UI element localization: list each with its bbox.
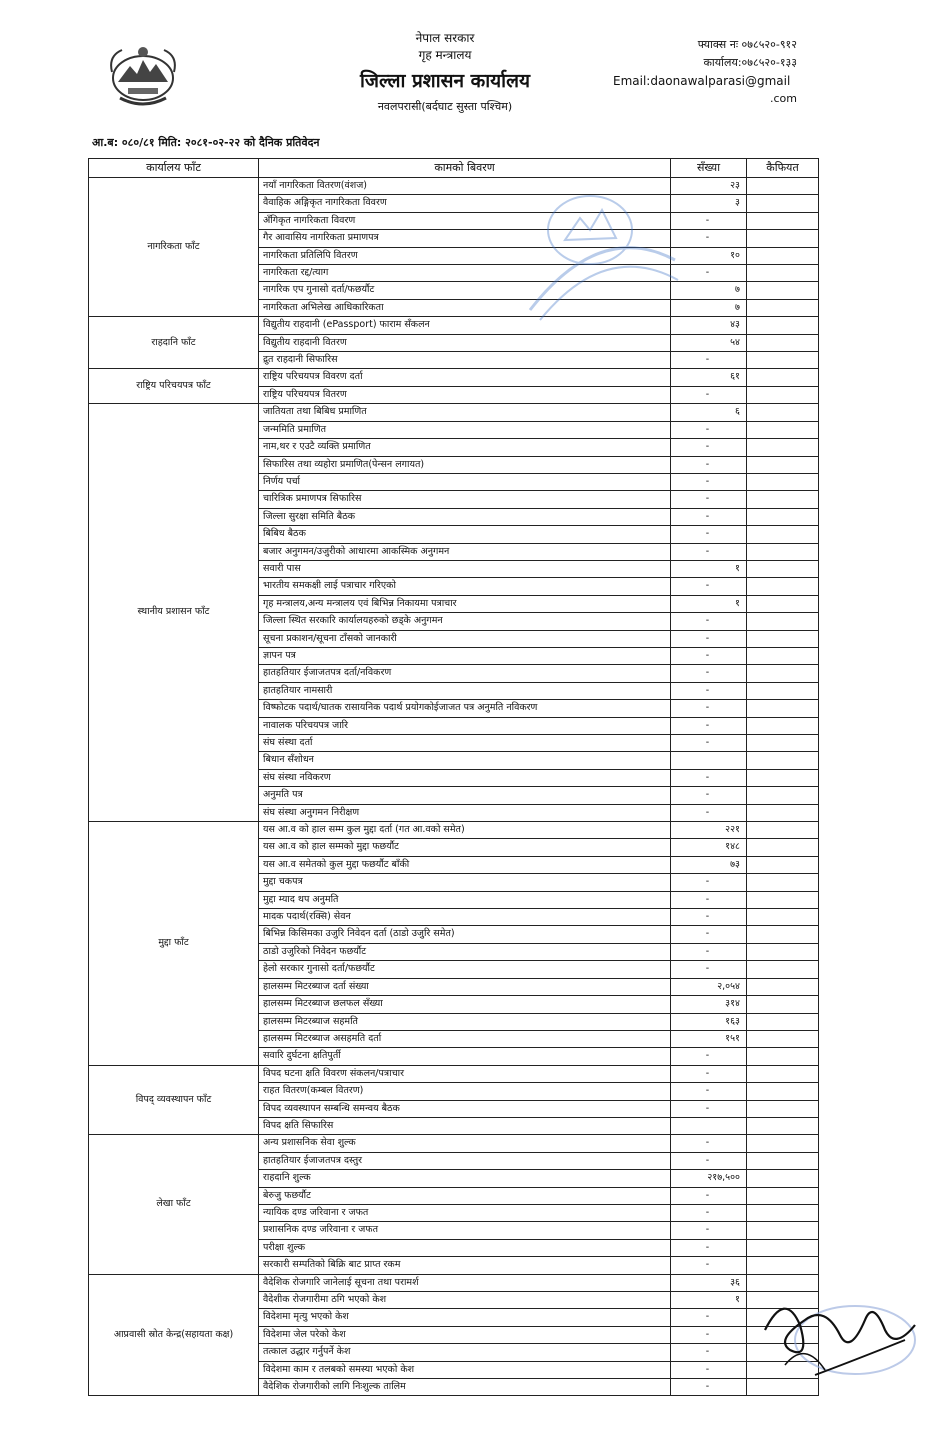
section-name: आप्रवासी स्रोत केन्द्र(सहायता कक्ष) [89, 1274, 259, 1396]
table-body [89, 178, 819, 1396]
remarks-cell [747, 1013, 819, 1030]
work-description: हालसम्म मिटरब्याज छलफल सँख्या [259, 996, 671, 1013]
remarks-cell [747, 787, 819, 804]
table-row [89, 369, 819, 386]
count-cell: - [671, 439, 747, 456]
work-description: विष्फोटक पदार्थ/घातक रासायनिक पदार्थ प्रयोगकोईजाजत पत्र अनुमति नविकरण [259, 700, 671, 717]
count-cell: - [671, 1065, 747, 1082]
fax-number: फ्याक्स नः ०७८५२०-९१२ [697, 38, 797, 51]
work-description: जातियता तथा बिबिध प्रमाणित [259, 404, 671, 421]
work-description: हातहतियार नामसारी [259, 682, 671, 699]
count-cell: २१७,५०० [671, 1170, 747, 1187]
remarks-cell [747, 682, 819, 699]
count-cell: ७ [671, 299, 747, 316]
signature-icon [745, 1280, 930, 1390]
count-cell: - [671, 352, 747, 369]
remarks-cell [747, 1065, 819, 1082]
contact-block [605, 36, 797, 108]
work-description: न्यायिक दण्ड जरिवाना र जफत [259, 1204, 671, 1221]
work-description: सिफारिस तथा व्यहोरा प्रमाणित(पेन्सन लगायत) [259, 456, 671, 473]
work-description: जिल्ला स्थित सरकारि कार्यालयहरुको छड्के अनुगमन [259, 613, 671, 630]
count-cell: - [671, 508, 747, 525]
remarks-cell [747, 874, 819, 891]
count-cell: - [671, 1344, 747, 1361]
work-description: यस आ.व समेतको कुल मुद्दा फछर्यौट बाँकी [259, 856, 671, 873]
count-cell: ७ [671, 282, 747, 299]
remarks-cell [747, 665, 819, 682]
remarks-cell [747, 700, 819, 717]
work-description: विपद व्यवस्थापन सम्बन्धि समन्वय बैठक [259, 1100, 671, 1117]
remarks-cell [747, 996, 819, 1013]
count-cell: ३ [671, 195, 747, 212]
work-description: बिधान सँशोधन [259, 752, 671, 769]
work-description: बेरुजु फछर्यौट [259, 1187, 671, 1204]
section-name: लेखा फाँट [89, 1135, 259, 1274]
letterhead [300, 30, 590, 116]
work-description: नाम,थर र एउटै व्यक्ति प्रमाणित [259, 439, 671, 456]
work-description: बिभिन्न किसिमका उजुरि निवेदन दर्ता (ठाडो उजुरि समेत) [259, 926, 671, 943]
count-cell: - [671, 1204, 747, 1221]
count-cell: - [671, 1239, 747, 1256]
count-cell: - [671, 804, 747, 821]
count-cell: - [671, 891, 747, 908]
section-name: राष्ट्रिय परिचयपत्र फाँट [89, 369, 259, 404]
remarks-cell [747, 195, 819, 212]
count-cell: - [671, 1083, 747, 1100]
work-description: वैदेशिक रोजगारि जानेलाई सूचना तथा परामर्श [259, 1274, 671, 1291]
email-address: Email:daonawalparasi@gmail [613, 74, 791, 88]
work-description: द्रुत राहदानी सिफारिस [259, 352, 671, 369]
count-cell: १ [671, 595, 747, 612]
count-cell: - [671, 526, 747, 543]
ministry-name: गृह मन्त्रालय [418, 48, 472, 62]
count-cell: - [671, 700, 747, 717]
count-cell: - [671, 717, 747, 734]
work-description: विपद क्षति सिफारिस [259, 1117, 671, 1134]
section-name: मुद्दा फाँट [89, 822, 259, 1066]
report-subtitle: आ.ब: ०८०/८१ मिति: २०८१-०२-२२ को दैनिक प्रतिवेदन [92, 136, 320, 149]
remarks-cell [747, 421, 819, 438]
count-cell: - [671, 787, 747, 804]
remarks-cell [747, 473, 819, 490]
remarks-cell [747, 891, 819, 908]
work-description: संघ संस्था अनुगमन निरीक्षण [259, 804, 671, 821]
count-cell: - [671, 386, 747, 403]
work-description: हातहतियार ईजाजतपत्र दस्तुर [259, 1152, 671, 1169]
remarks-cell [747, 491, 819, 508]
remarks-cell [747, 961, 819, 978]
table-header-row [89, 159, 819, 178]
count-cell: ७३ [671, 856, 747, 873]
remarks-cell [747, 1117, 819, 1134]
work-description: सवारि दुर्घटना क्षतिपुर्ती [259, 1048, 671, 1065]
count-cell: - [671, 1379, 747, 1396]
remarks-cell [747, 1100, 819, 1117]
remarks-cell [747, 926, 819, 943]
work-description: गृह मन्त्रालय,अन्य मन्त्रालय एवं बिभिन्न निकायमा पत्राचार [259, 595, 671, 612]
count-cell: ६ [671, 404, 747, 421]
count-cell: - [671, 769, 747, 786]
remarks-cell [747, 317, 819, 334]
count-cell: १६३ [671, 1013, 747, 1030]
remarks-cell [747, 804, 819, 821]
count-cell: - [671, 647, 747, 664]
work-description: नागरिक एप गुनासो दर्ता/फछर्यौट [259, 282, 671, 299]
remarks-cell [747, 1152, 819, 1169]
work-description: हालसम्म मिटरब्याज दर्ता संख्या [259, 978, 671, 995]
remarks-cell [747, 230, 819, 247]
count-cell [671, 1117, 747, 1134]
remarks-cell [747, 212, 819, 229]
work-description: राहदानि शुल्क [259, 1170, 671, 1187]
remarks-cell [747, 560, 819, 577]
work-description: विदेशमा काम र तलबको समस्या भएको केश [259, 1361, 671, 1378]
work-description: गैर आवासिय नागरिकता प्रमाणपत्र [259, 230, 671, 247]
count-cell: १५१ [671, 1030, 747, 1047]
table-row [89, 1135, 819, 1152]
remarks-cell [747, 1083, 819, 1100]
work-description: ज्ञापन पत्र [259, 647, 671, 664]
count-cell: १ [671, 560, 747, 577]
work-description: प्रशासनिक दण्ड जरिवाना र जफत [259, 1222, 671, 1239]
count-cell: - [671, 230, 747, 247]
work-description: अन्य प्रशासनिक सेवा शुल्क [259, 1135, 671, 1152]
remarks-cell [747, 1135, 819, 1152]
work-description: भारतीय समकक्षी लाई पत्राचार गरिएको [259, 578, 671, 595]
work-description: यस आ.व को हाल सम्म कुल मुद्दा दर्ता (गत आ.वको समेत) [259, 822, 671, 839]
table-row [89, 1065, 819, 1082]
work-description: विदेशमा मृत्यु भएको केश [259, 1309, 671, 1326]
work-description: चारित्रिक प्रमाणपत्र सिफारिस [259, 491, 671, 508]
count-cell: - [671, 1309, 747, 1326]
nepal-emblem-icon [104, 42, 182, 112]
remarks-cell [747, 1204, 819, 1221]
work-description: अँगिकृत नागरिकता विवरण [259, 212, 671, 229]
count-cell: - [671, 682, 747, 699]
remarks-cell [747, 352, 819, 369]
count-cell: - [671, 1326, 747, 1343]
count-cell: - [671, 909, 747, 926]
count-cell: - [671, 735, 747, 752]
count-cell: - [671, 456, 747, 473]
remarks-cell [747, 439, 819, 456]
remarks-cell [747, 595, 819, 612]
work-description: हातहतियार ईजाजतपत्र दर्ता/नविकरण [259, 665, 671, 682]
count-cell: - [671, 1100, 747, 1117]
work-description: वैदेशिक रोजगारीको लागि निःशुल्क तालिम [259, 1379, 671, 1396]
work-description: यस आ.व को हाल सम्मको मुद्दा फछर्यौट [259, 839, 671, 856]
count-cell: - [671, 1187, 747, 1204]
count-cell: ३१४ [671, 996, 747, 1013]
count-cell: - [671, 613, 747, 630]
remarks-cell [747, 1239, 819, 1256]
section-name: नागरिकता फाँट [89, 178, 259, 317]
remarks-cell [747, 856, 819, 873]
work-description: नयाँ नागरिकता वितरण(वंशज) [259, 178, 671, 195]
work-description: वैवाहिक अङ्गिकृत नागरिकता विवरण [259, 195, 671, 212]
work-description: मादक पदार्थ(रक्सि) सेवन [259, 909, 671, 926]
remarks-cell [747, 1187, 819, 1204]
count-cell: - [671, 578, 747, 595]
column-header-count: सँख्या [671, 159, 747, 178]
remarks-cell [747, 909, 819, 926]
work-description: विदेशमा जेल परेको केश [259, 1326, 671, 1343]
work-description: मुद्दा चकपत्र [259, 874, 671, 891]
table-row [89, 317, 819, 334]
column-header-description: कामको बिवरण [259, 159, 671, 178]
work-description: जन्ममिति प्रमाणित [259, 421, 671, 438]
section-name: विपद् व्यवस्थापन फाँट [89, 1065, 259, 1135]
table-row [89, 1274, 819, 1291]
table-row [89, 404, 819, 421]
work-description: विद्युतीय राहदानी वितरण [259, 334, 671, 351]
work-description: सूचना प्रकाशन/सूचना टाँसको जानकारी [259, 630, 671, 647]
work-description: नागरिकता अभिलेख आधिकारिकता [259, 299, 671, 316]
remarks-cell [747, 630, 819, 647]
count-cell [671, 752, 747, 769]
count-cell: - [671, 961, 747, 978]
remarks-cell [747, 578, 819, 595]
remarks-cell [747, 978, 819, 995]
work-description: नागरिकता प्रतिलिपि वितरण [259, 247, 671, 264]
count-cell: २३ [671, 178, 747, 195]
count-cell: - [671, 1222, 747, 1239]
work-description: संघ संस्था नविकरण [259, 769, 671, 786]
work-description: संघ संस्था दर्ता [259, 735, 671, 752]
remarks-cell [747, 1048, 819, 1065]
count-cell: - [671, 473, 747, 490]
count-cell: १० [671, 247, 747, 264]
count-cell: २,०५४ [671, 978, 747, 995]
work-description: राष्ट्रिय परिचयपत्र विवरण दर्ता [259, 369, 671, 386]
remarks-cell [747, 1257, 819, 1274]
count-cell: - [671, 265, 747, 282]
remarks-cell [747, 735, 819, 752]
work-description: बिबिध बैठक [259, 526, 671, 543]
count-cell: - [671, 421, 747, 438]
count-cell: ५४ [671, 334, 747, 351]
remarks-cell [747, 839, 819, 856]
count-cell: - [671, 926, 747, 943]
work-description: विपद घटना क्षति विवरण संकलन/पत्राचार [259, 1065, 671, 1082]
count-cell: ४३ [671, 317, 747, 334]
remarks-cell [747, 647, 819, 664]
count-cell: - [671, 1152, 747, 1169]
remarks-cell [747, 943, 819, 960]
government-name: नेपाल सरकार [415, 31, 475, 45]
remarks-cell [747, 508, 819, 525]
work-description: सवारी पास [259, 560, 671, 577]
work-description: परीक्षा शुल्क [259, 1239, 671, 1256]
count-cell: - [671, 630, 747, 647]
work-description: अनुमति पत्र [259, 787, 671, 804]
column-header-section: कार्यालय फाँट [89, 159, 259, 178]
count-cell: २२१ [671, 822, 747, 839]
work-description: नागरिकता रद्द/त्याग [259, 265, 671, 282]
work-description: राहत वितरण(कम्बल वितरण) [259, 1083, 671, 1100]
work-description: नावालक परिचयपत्र जारि [259, 717, 671, 734]
remarks-cell [747, 822, 819, 839]
remarks-cell [747, 543, 819, 560]
work-description: निर्णय पर्चा [259, 473, 671, 490]
work-description: हालसम्म मिटरब्याज असहमति दर्ता [259, 1030, 671, 1047]
count-cell: ६१ [671, 369, 747, 386]
remarks-cell [747, 178, 819, 195]
phone-number: कार्यालय:०७८५२०-१३३ [703, 56, 797, 69]
work-description: विद्युतीय राहदानी (ePassport) फाराम सँकलन [259, 317, 671, 334]
work-description: तत्काल उद्धार गर्नुपर्ने केश [259, 1344, 671, 1361]
remarks-cell [747, 334, 819, 351]
count-cell: - [671, 491, 747, 508]
remarks-cell [747, 752, 819, 769]
daily-report-table [88, 158, 819, 1396]
office-location: नवलपरासी(बर्दघाट सुस्ता पश्चिम) [377, 100, 513, 113]
remarks-cell [747, 247, 819, 264]
work-description: राष्ट्रिय परिचयपत्र वितरण [259, 386, 671, 403]
remarks-cell [747, 369, 819, 386]
table-row [89, 822, 819, 839]
remarks-cell [747, 265, 819, 282]
count-cell: - [671, 1257, 747, 1274]
work-description: सरकारी सम्पतिको बिक्रि बाट प्राप्त रकम [259, 1257, 671, 1274]
count-cell: - [671, 543, 747, 560]
remarks-cell [747, 1030, 819, 1047]
count-cell: - [671, 665, 747, 682]
remarks-cell [747, 769, 819, 786]
remarks-cell [747, 282, 819, 299]
remarks-cell [747, 386, 819, 403]
remarks-cell [747, 1170, 819, 1187]
remarks-cell [747, 526, 819, 543]
count-cell: - [671, 212, 747, 229]
count-cell: १ [671, 1292, 747, 1309]
work-description: मुद्दा म्याद थप अनुमति [259, 891, 671, 908]
section-name: स्थानीय प्रशासन फाँट [89, 404, 259, 822]
table-row [89, 178, 819, 195]
column-header-remarks: कैफियत [747, 159, 819, 178]
count-cell: ३६ [671, 1274, 747, 1291]
work-description: बजार अनुगमन/उजुरीको आधारमा आकस्मिक अनुगमन [259, 543, 671, 560]
work-description: हेलो सरकार गुनासो दर्ता/फछर्यौट [259, 961, 671, 978]
count-cell: १४८ [671, 839, 747, 856]
work-description: ठाडो उजुरिको निवेदन फछर्यौट [259, 943, 671, 960]
office-name: जिल्ला प्रशासन कार्यालय [359, 70, 531, 92]
count-cell: - [671, 943, 747, 960]
section-name: राहदानि फाँट [89, 317, 259, 369]
email-tail: .com [770, 92, 797, 105]
count-cell: - [671, 1048, 747, 1065]
remarks-cell [747, 456, 819, 473]
remarks-cell [747, 717, 819, 734]
office-stamp-icon [520, 180, 680, 330]
count-cell: - [671, 1135, 747, 1152]
count-cell: - [671, 874, 747, 891]
work-description: जिल्ला सुरक्षा समिति बैठक [259, 508, 671, 525]
remarks-cell [747, 404, 819, 421]
work-description: हालसम्म मिटरब्याज सहमति [259, 1013, 671, 1030]
remarks-cell [747, 613, 819, 630]
work-description: वैदेशीक रोजगारीमा ठगि भएको केश [259, 1292, 671, 1309]
remarks-cell [747, 1222, 819, 1239]
remarks-cell [747, 299, 819, 316]
count-cell: - [671, 1361, 747, 1378]
